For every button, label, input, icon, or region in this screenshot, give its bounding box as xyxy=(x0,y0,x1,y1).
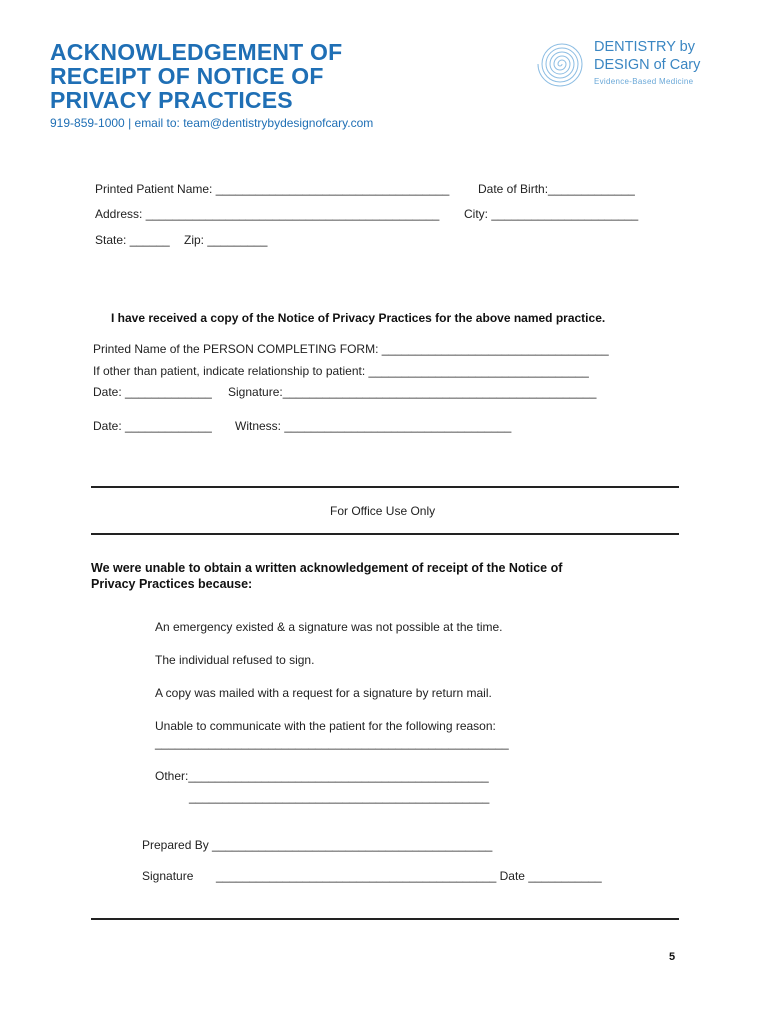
reason-emergency: An emergency existed & a signature was not possible at the time. xyxy=(155,620,503,634)
other-reason-line[interactable]: _____________________________________________ xyxy=(189,790,490,804)
divider-bottom xyxy=(91,918,679,920)
date-of-birth-field[interactable]: Date of Birth:_____________ xyxy=(478,182,635,196)
witness-field[interactable]: Witness: __________________________________ xyxy=(235,419,512,433)
contact-line: 919-859-1000 | email to: team@dentistrybydesignofcary.com xyxy=(50,116,374,130)
title-line-2: RECEIPT OF NOTICE OF xyxy=(50,63,324,89)
page-title xyxy=(50,40,342,112)
office-use-heading: For Office Use Only xyxy=(330,504,436,518)
relationship-field[interactable]: If other than patient, indicate relationship to patient: _________________________________ xyxy=(93,364,589,378)
divider-middle xyxy=(91,533,679,535)
patient-name-field[interactable]: Printed Patient Name: ___________________________________ xyxy=(95,182,450,196)
date-field-1[interactable]: Date: _____________ xyxy=(93,385,212,399)
logo-text-line-1: DENTISTRY by xyxy=(594,39,695,55)
divider-top xyxy=(91,486,679,488)
address-field[interactable]: Address: ____________________________________________ xyxy=(95,207,440,221)
prepared-by-field[interactable]: Prepared By __________________________________________ xyxy=(142,838,493,852)
reason-intro-line-1: We were unable to obtain a written acknowledgement of receipt of the Notice of xyxy=(91,561,563,575)
reason-unable-to-communicate: Unable to communicate with the patient for the following reason: xyxy=(155,719,496,733)
office-signature-label: Signature xyxy=(142,869,194,883)
logo-tagline: Evidence-Based Medicine xyxy=(594,77,694,86)
date-field-2[interactable]: Date: _____________ xyxy=(93,419,212,433)
office-signature-date-field[interactable]: __________________________________________ Date ___________ xyxy=(216,869,602,883)
title-line-1: ACKNOWLEDGEMENT OF xyxy=(50,39,343,65)
reason-mailed: A copy was mailed with a request for a signature by return mail. xyxy=(155,686,492,700)
acknowledgement-statement: I have received a copy of the Notice of Privacy Practices for the above named practice. xyxy=(111,311,606,325)
signature-field[interactable]: Signature:_______________________________________________ xyxy=(228,385,597,399)
title-line-3: PRIVACY PRACTICES xyxy=(50,87,293,113)
city-field[interactable]: City: ______________________ xyxy=(464,207,639,221)
person-completing-form-field[interactable]: Printed Name of the PERSON COMPLETING FORM: __________________________________ xyxy=(93,342,609,356)
page-number: 5 xyxy=(669,951,676,963)
other-reason-field[interactable]: Other:_____________________________________________ xyxy=(155,769,489,783)
state-field[interactable]: State: ______ xyxy=(95,233,170,247)
reason-refused: The individual refused to sign. xyxy=(155,653,315,667)
reason-intro-line-2: Privacy Practices because: xyxy=(91,577,253,591)
logo-text-line-2: DESIGN of Cary xyxy=(594,57,701,73)
zip-field[interactable]: Zip: _________ xyxy=(184,233,268,247)
reason-unable-line[interactable]: _____________________________________________________ xyxy=(155,736,509,750)
